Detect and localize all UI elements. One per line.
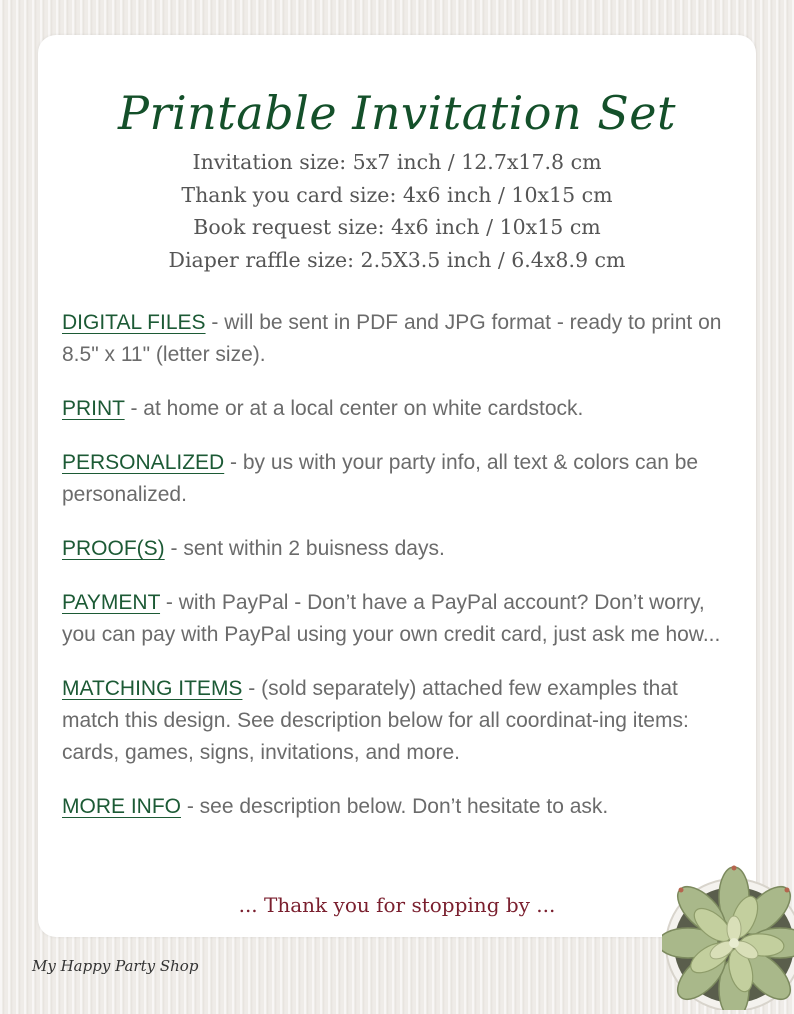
section-proofs (62, 533, 734, 565)
section-text-personalized: - by us with your party info, all text & colors can be personalized. (62, 451, 699, 506)
size-line-book-request: Book request size: 4x6 inch / 10x15 cm (193, 215, 601, 239)
section-text-matching-items: - (sold separately) attached few examples that match this design. See description below for all coordinat-ing items: cards, games, signs, invitations, and more. (62, 677, 689, 764)
section-text-more-info: - see description below. Don’t hesitate to ask. (181, 795, 609, 818)
shop-signature: My Happy Party Shop (32, 957, 199, 975)
section-more-info (62, 791, 734, 823)
size-line-diaper-raffle: Diaper raffle size: 2.5X3.5 inch / 6.4x8.9 cm (168, 247, 626, 272)
section-print (62, 393, 734, 425)
succulent-plant-icon (662, 855, 794, 1010)
section-text-payment: - with PayPal - Don’t have a PayPal account? Don’t worry, you can pay with PayPal using your own credit card, just ask me how... (62, 591, 721, 646)
section-text-digital-files: - will be sent in PDF and JPG format - ready to print on 8.5" x 11" (letter size). (62, 311, 722, 366)
info-sections (62, 307, 734, 845)
section-title-print: PRINT (62, 397, 125, 420)
section-title-payment: PAYMENT (62, 591, 161, 614)
section-title-personalized: PERSONALIZED (62, 451, 225, 474)
section-payment (62, 587, 734, 651)
page-title: Printable Invitation Set (118, 86, 676, 140)
size-list (38, 146, 756, 276)
section-text-print: - at home or at a local center on white cardstock. (124, 397, 584, 420)
section-title-digital-files: DIGITAL FILES (62, 311, 206, 334)
thank-you-message: ... Thank you for stopping by ... (238, 893, 556, 917)
size-line-invitation: Invitation size: 5x7 inch / 12.7x17.8 cm (192, 150, 602, 174)
section-text-proofs: - sent within 2 buisness days. (164, 537, 445, 560)
info-card (38, 35, 756, 937)
section-title-proofs: PROOF(S) (62, 537, 165, 560)
section-matching-items (62, 673, 734, 769)
section-personalized (62, 447, 734, 511)
section-digital-files (62, 307, 734, 371)
size-line-thank-you-card: Thank you card size: 4x6 inch / 10x15 cm (181, 182, 613, 207)
section-title-more-info: MORE INFO (62, 795, 181, 818)
section-title-matching-items: MATCHING ITEMS (62, 677, 243, 700)
